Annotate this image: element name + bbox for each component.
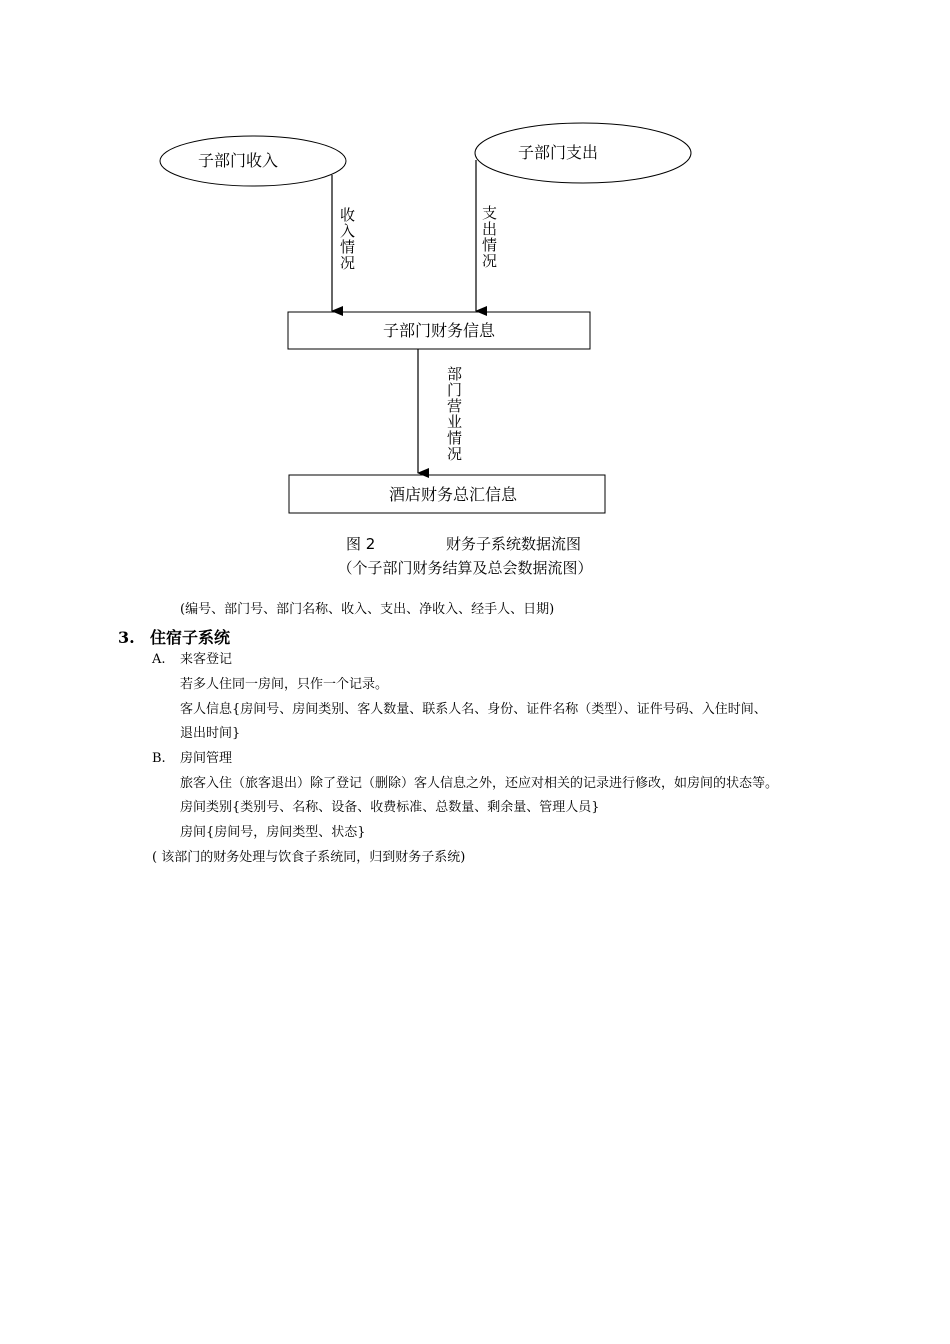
fields-line: (编号、部门号、部门名称、收入、支出、净收入、经手人、日期) xyxy=(180,602,555,617)
figure-title: 财务子系统数据流图 xyxy=(446,535,582,553)
item-a-line-3: 退出时间} xyxy=(180,726,241,741)
dept-finance-label: 子部门财务信息 xyxy=(382,321,496,340)
figure-subtitle: （个子部门财务结算及总会数据流图） xyxy=(337,559,593,577)
item-a-line-1: 若多人住同一房间，只作一个记录。 xyxy=(180,677,389,692)
item-a-line-2: 客人信息{房间号、房间类别、客人数量、联系人名、身份、证件名称（类型）、证件号码、入住时间、 xyxy=(180,702,767,717)
item-b-line-1: 旅客入住（旅客退出）除了登记（删除）客人信息之外，还应对相关的记录进行修改，如房间的状态等。 xyxy=(180,776,779,791)
item-a-label: 来客登记 xyxy=(180,652,233,667)
item-a-heading xyxy=(152,650,232,670)
section-heading xyxy=(118,625,230,648)
item-a-marker: A. xyxy=(152,652,166,667)
business-flow-label: 部门营业情况 xyxy=(445,366,463,462)
item-b-heading xyxy=(152,749,232,769)
income-flow-label: 收入情况 xyxy=(338,207,356,271)
hotel-finance-label: 酒店财务总汇信息 xyxy=(388,485,518,504)
item-b-label: 房间管理 xyxy=(180,751,233,766)
section-note: ( 该部门的财务处理与饮食子系统同，归到财务子系统) xyxy=(152,850,466,865)
expense-flow-label: 支出情况 xyxy=(480,205,498,269)
finance-data-flow-diagram xyxy=(0,0,950,590)
section-title: 住宿子系统 xyxy=(150,628,231,647)
item-b-line-2: 房间类别{类别号、名称、设备、收费标准、总数量、剩余量、管理人员} xyxy=(180,800,600,815)
income-node-label: 子部门收入 xyxy=(197,151,279,170)
expense-node-label: 子部门支出 xyxy=(517,143,599,162)
item-b-line-3: 房间{房间号，房间类型、状态} xyxy=(180,825,366,840)
figure-number: 图 2 xyxy=(346,535,376,553)
section-number: 3. xyxy=(118,628,135,647)
item-b-marker: B. xyxy=(152,751,166,766)
